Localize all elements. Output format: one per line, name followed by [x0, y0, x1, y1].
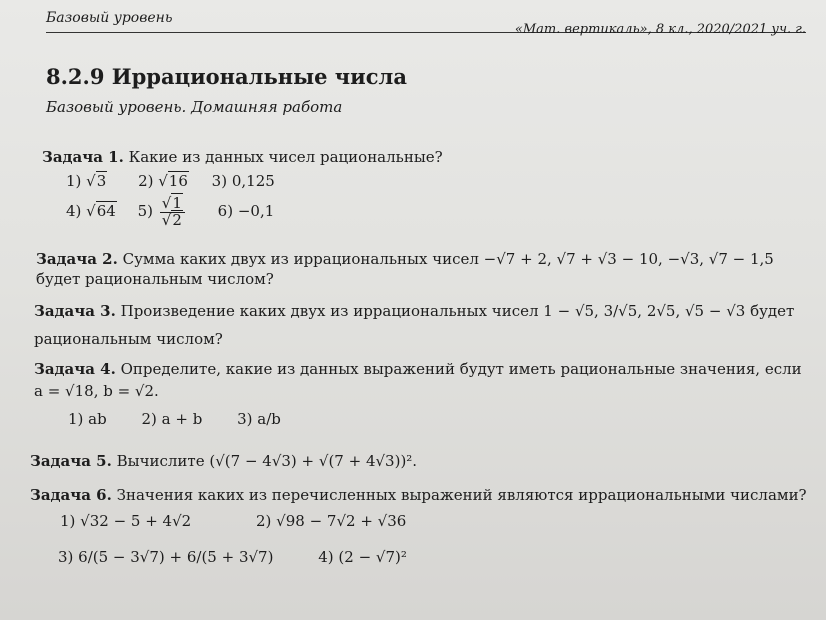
header-level: Базовый уровень [46, 10, 173, 26]
task-4-option-2: 2) a + b [141, 410, 203, 428]
task-1-options-row-1 [66, 172, 275, 190]
task-1-label: Задача 1. [42, 148, 124, 166]
task-1 [42, 148, 443, 166]
task-4-option-1: 1) ab [68, 410, 107, 428]
task-5-label: Задача 5. [30, 452, 112, 470]
task-2-line-2: будет рациональным числом? [36, 270, 274, 288]
task-1-option-3: 3) 0,125 [211, 172, 275, 190]
task-4-line-1: Определите, какие из данных выражений будут иметь рациональные значения, если [120, 360, 802, 378]
task-6-options-row-1 [60, 512, 406, 530]
task-4-option-3: 3) a/b [237, 410, 281, 428]
task-4-line-2: a = √18, b = √2. [34, 382, 159, 400]
task-6-option-3: 3) 6/(5 − 3√7) + 6/(5 + 3√7) [58, 548, 274, 566]
task-1-option-4: 4) √64 [66, 202, 116, 221]
task-4-label: Задача 4. [34, 360, 116, 378]
task-1-option-1: 1) √3 [66, 172, 107, 190]
task-2 [36, 250, 774, 268]
task-1-option-2: 2) √16 [138, 172, 188, 190]
task-1-option-6: 6) −0,1 [217, 202, 275, 221]
task-6-option-2: 2) √98 − 7√2 + √36 [256, 512, 407, 530]
task-1-option-5: 5) $\frac{√1}{√2}$ [138, 202, 192, 220]
task-3-label: Задача 3. [34, 302, 116, 320]
header-course: «Мат. вертикаль», 8 кл., 2020/2021 уч. г. [514, 22, 806, 37]
page-title: 8.2.9 Иррациональные числа [46, 64, 407, 89]
task-3-line-1: Произведение каких двух из иррациональных чисел 1 − √5, 3/√5, 2√5, √5 − √3 будет [120, 302, 795, 320]
task-2-label: Задача 2. [36, 250, 118, 268]
task-5 [30, 452, 417, 470]
task-6-text: Значения каких из перечисленных выражений являются иррациональными числами? [116, 486, 807, 504]
task-6-label: Задача 6. [30, 486, 112, 504]
task-4 [34, 360, 802, 378]
task-5-text: Вычислите (√(7 − 4√3) + √(7 + 4√3))². [116, 452, 418, 470]
task-3 [34, 302, 794, 320]
task-6-options-row-2 [58, 548, 407, 566]
task-3-line-2: рациональным числом? [34, 330, 223, 348]
task-4-options [68, 410, 281, 428]
task-6-option-4: 4) (2 − √7)² [318, 548, 407, 566]
task-1-options-row-2 [66, 196, 274, 229]
page-header [46, 6, 806, 37]
task-2-line-1: Сумма каких двух из иррациональных чисел −√7 + 2, √7 + √3 − 10, −√3, √7 − 1,5 [122, 250, 774, 268]
page-subtitle: Базовый уровень. Домашняя работа [46, 98, 343, 116]
task-1-text: Какие из данных чисел рациональные? [128, 148, 443, 166]
task-6 [30, 486, 807, 504]
task-6-option-1: 1) √32 − 5 + 4√2 [60, 512, 192, 530]
